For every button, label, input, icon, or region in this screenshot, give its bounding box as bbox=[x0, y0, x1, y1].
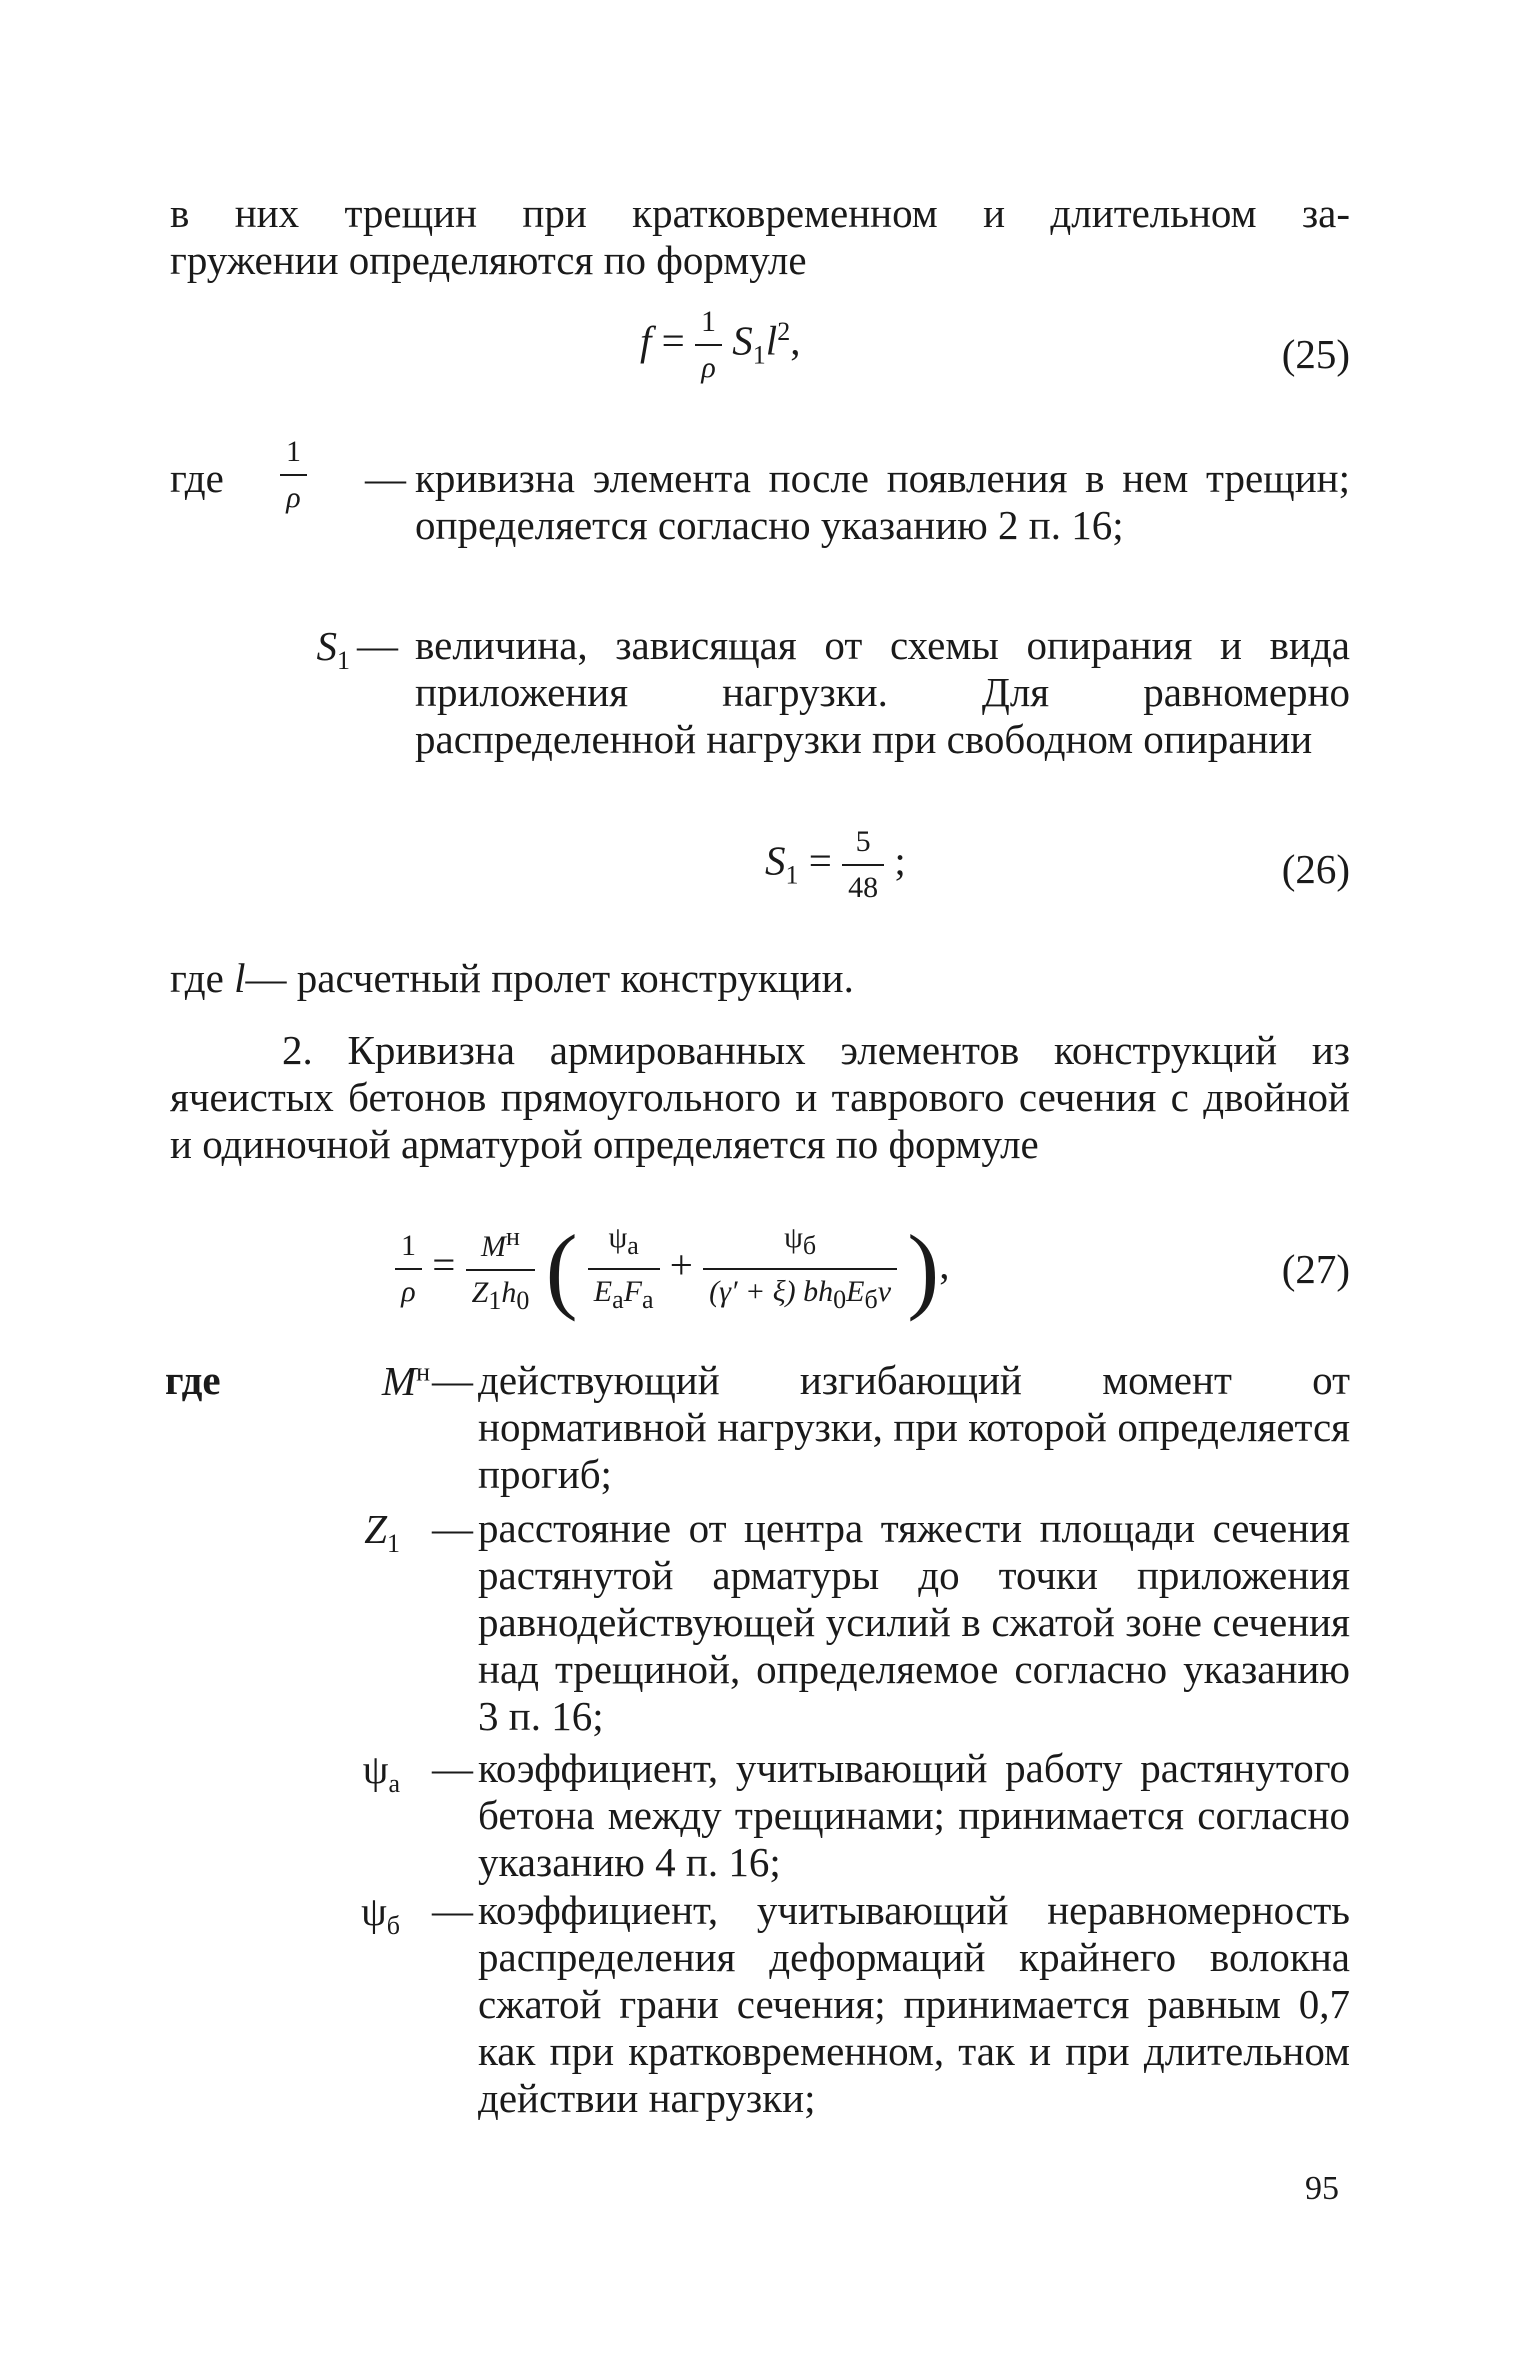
eq27-psi-b: ψ bbox=[784, 1221, 803, 1254]
def-z1-text: расстояние от центра тяжести площади сечения растянутой арматуры до точки приложения равнодействующей усилий в сжатой зоне сечения над трещиной, определяемое согласно указанию 3 п. 16; bbox=[478, 1505, 1350, 1739]
def-mn-sup: н bbox=[416, 1357, 430, 1387]
def-mn-dash: — bbox=[432, 1357, 473, 1403]
eq25-l-sup: 2 bbox=[777, 316, 791, 346]
def-z1-letter: Z bbox=[364, 1506, 387, 1552]
page-number: 95 bbox=[1305, 2170, 1339, 2207]
eq27-psi-a: ψ bbox=[608, 1221, 628, 1254]
eq26-lhs: S bbox=[765, 837, 786, 884]
where-2-symbol: l bbox=[234, 955, 246, 1001]
where-2-word: где bbox=[170, 955, 224, 1001]
rho-definition-text: кривизна элемента после появления в нем трещин; определяется согласно указанию 2 п. 16; bbox=[415, 455, 1350, 548]
eq25-comma: , bbox=[790, 317, 801, 364]
eq26-fraction bbox=[842, 820, 884, 910]
s1-definition bbox=[415, 622, 1350, 763]
def-z1-sub: 1 bbox=[387, 1529, 400, 1559]
equation-25-number: (25) bbox=[1281, 331, 1350, 377]
eq27-psi-b-fraction bbox=[703, 1216, 897, 1322]
eq27-z-sub: 1 bbox=[488, 1286, 502, 1315]
eq27-lhs-fraction bbox=[395, 1224, 422, 1314]
eq25-fraction-numerator: 1 bbox=[695, 300, 722, 346]
eq25-s-sub: 1 bbox=[752, 340, 766, 370]
def-z1-symbol bbox=[300, 1505, 400, 1559]
rho-definition bbox=[415, 455, 1350, 549]
eq27-eb-sub: б bbox=[864, 1285, 878, 1314]
eq27-h-sub: 0 bbox=[516, 1286, 530, 1315]
equation-25 bbox=[640, 300, 800, 390]
eq27-psi-b-sub: б bbox=[802, 1231, 817, 1260]
eq27-right-paren: ) bbox=[907, 1215, 940, 1322]
equation-27-number: (27) bbox=[1281, 1246, 1350, 1292]
rho-fraction-denominator: ρ bbox=[286, 481, 301, 514]
intro-line-1: в них трещин при кратковременном и длительном за- bbox=[170, 190, 1350, 236]
eq27-psi-a-fraction bbox=[588, 1216, 660, 1322]
eq27-h0-sub: 0 bbox=[833, 1285, 847, 1314]
eq25-l: l bbox=[765, 317, 778, 364]
eq25-fraction bbox=[695, 300, 722, 390]
def-mn-symbol bbox=[300, 1357, 430, 1405]
eq27-ea-sub: а bbox=[612, 1285, 624, 1314]
def-psi-b-letter: ψ bbox=[361, 1888, 387, 1934]
eq25-equals: = bbox=[661, 317, 685, 364]
eq27-left-paren: ( bbox=[545, 1215, 578, 1322]
defs-where-word: где bbox=[165, 1357, 221, 1403]
eq27-eb: E bbox=[846, 1275, 865, 1308]
where-2-text: — расчетный пролет конструкции. bbox=[245, 955, 854, 1001]
intro-paragraph bbox=[170, 190, 1350, 284]
def-mn-letter: M bbox=[381, 1358, 417, 1404]
def-psi-b-dash: — bbox=[432, 1887, 473, 1933]
eq27-psi-a-sub: а bbox=[627, 1231, 639, 1260]
eq27-equals: = bbox=[432, 1241, 456, 1288]
paragraph-2: 2. Кривизна армированных элементов конструкций из ячеистых бетонов прямоугольного и таврового сечения с двойной и одиночной арматурой определяется по формуле bbox=[170, 1027, 1350, 1167]
equation-26 bbox=[765, 820, 906, 910]
where-1-word: где bbox=[170, 455, 224, 501]
eq27-moment-fraction bbox=[466, 1215, 536, 1323]
eq27-h: h bbox=[501, 1276, 517, 1309]
eq26-semicolon: ; bbox=[894, 837, 906, 884]
eq27-m: M bbox=[481, 1230, 506, 1263]
eq27-m-sup: н bbox=[506, 1222, 520, 1251]
def-psi-a-letter: ψ bbox=[362, 1746, 389, 1792]
def-psi-b-sub: б bbox=[386, 1911, 400, 1941]
def-psi-a-dash: — bbox=[432, 1745, 473, 1791]
s1-symbol-sub: 1 bbox=[337, 646, 350, 676]
where-1-rho-fraction bbox=[280, 430, 307, 520]
def-z1-dash: — bbox=[432, 1505, 473, 1551]
eq25-s: S bbox=[732, 317, 753, 364]
def-psi-a-sub: а bbox=[388, 1769, 400, 1799]
eq26-numerator: 5 bbox=[842, 820, 884, 866]
eq26-denominator: 48 bbox=[848, 871, 879, 904]
equation-27 bbox=[395, 1215, 949, 1323]
equation-26-number: (26) bbox=[1281, 846, 1350, 892]
def-psi-a-symbol bbox=[300, 1745, 400, 1799]
s1-symbol-letter: S bbox=[316, 623, 337, 669]
eq27-fa-sub: а bbox=[641, 1285, 654, 1314]
eq27-nu: ν bbox=[877, 1275, 892, 1308]
def-mn-text: действующий изгибающий момент от нормативной нагрузки, при которой определяется прогиб; bbox=[478, 1357, 1350, 1497]
s1-definition-text: величина, зависящая от схемы опирания и вида приложения нагрузки. Для равномерно распределенной нагрузки при свободном опирании bbox=[415, 622, 1350, 762]
where-2-line bbox=[170, 955, 854, 1002]
eq25-lhs: f bbox=[640, 317, 652, 364]
eq27-lhs-denominator: ρ bbox=[401, 1275, 416, 1308]
def-psi-a-text: коэффициент, учитывающий работу растянутого бетона между трещинами; принимается согласно указанию 4 п. 16; bbox=[478, 1745, 1350, 1885]
eq27-gamma-xi-bh: (γ′ + ξ) bh bbox=[709, 1275, 834, 1308]
eq27-plus: + bbox=[669, 1241, 693, 1288]
eq26-lhs-sub: 1 bbox=[785, 860, 799, 890]
eq27-lhs-numerator: 1 bbox=[395, 1224, 422, 1270]
s1-dash: — bbox=[357, 622, 398, 668]
eq27-z: Z bbox=[471, 1276, 489, 1309]
eq26-equals: = bbox=[808, 837, 832, 884]
eq27-ea: E bbox=[593, 1275, 613, 1308]
eq27-fa: F bbox=[623, 1275, 642, 1308]
s1-symbol bbox=[290, 622, 350, 676]
def-psi-b-text: коэффициент, учитывающий неравномерность распределения деформаций крайнего волокна сжатой грани сечения; принимается равным 0,7 как при кратковременном, так и при длительном действии нагрузки; bbox=[478, 1887, 1350, 2121]
where-1-dash: — bbox=[365, 455, 406, 501]
eq27-comma: , bbox=[939, 1241, 950, 1288]
intro-line-2: гружении определяются по формуле bbox=[170, 237, 807, 283]
def-psi-b-symbol bbox=[300, 1887, 400, 1941]
rho-fraction-numerator: 1 bbox=[280, 430, 307, 476]
eq25-fraction-denominator: ρ bbox=[701, 351, 716, 384]
